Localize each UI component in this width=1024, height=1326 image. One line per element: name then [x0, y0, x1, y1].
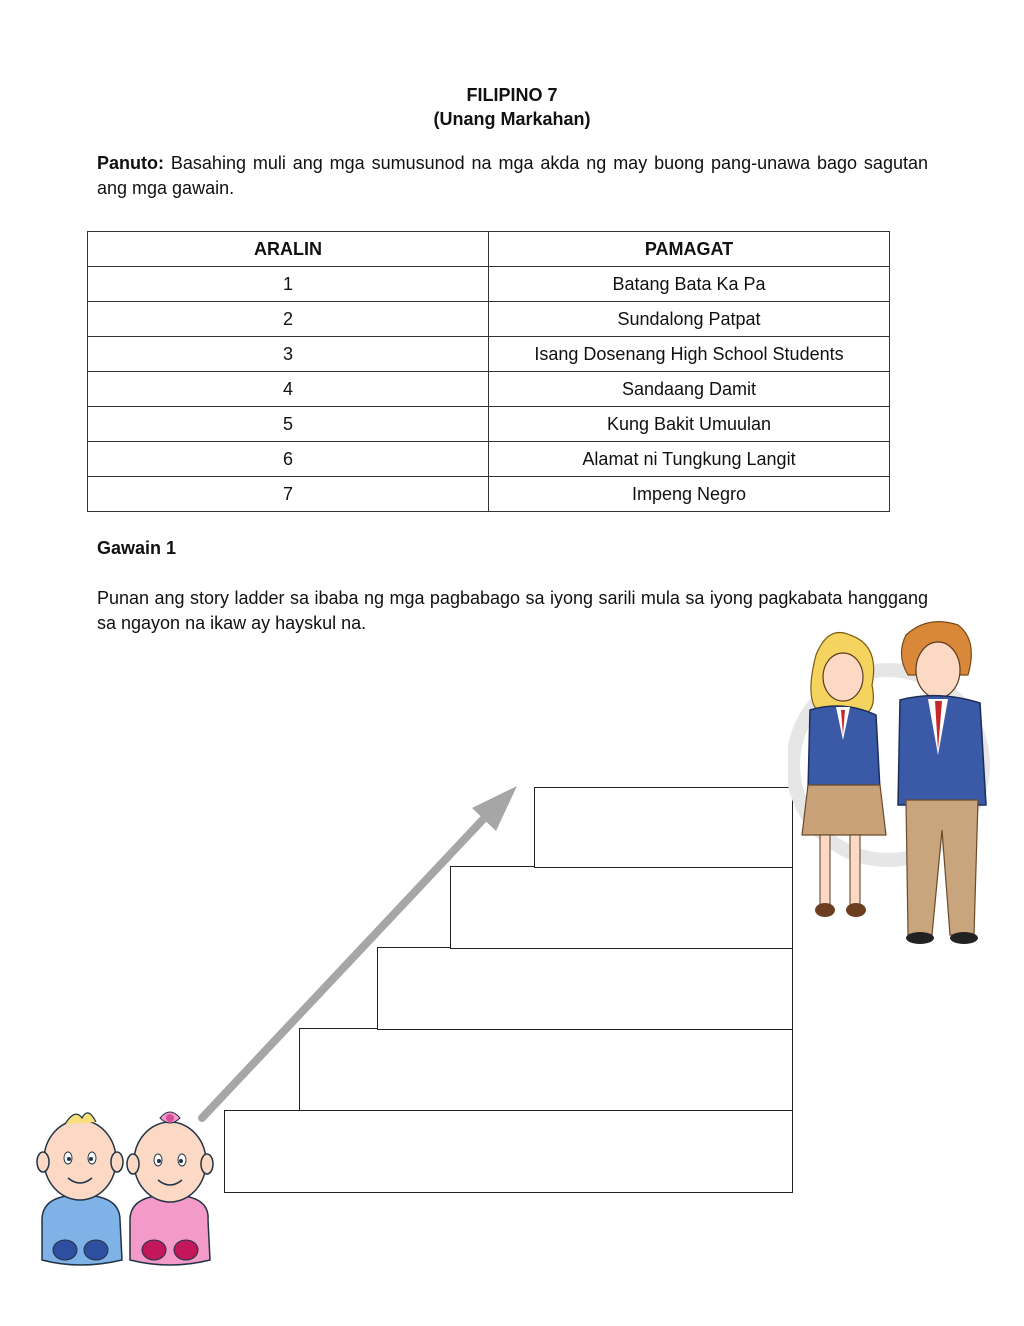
- instructions-text: Basahing muli ang mga sumusunod na mga akda ng may buong pang-unawa bago sagutan ang mga gawain.: [97, 153, 928, 198]
- document-title: FILIPINO 7: [466, 85, 558, 105]
- lesson-number: 7: [88, 477, 489, 512]
- lesson-title: Sundalong Patpat: [489, 302, 890, 337]
- table-row: [88, 372, 890, 407]
- lesson-number: 1: [88, 267, 489, 302]
- lesson-number: 5: [88, 407, 489, 442]
- baby-boy-icon: [37, 1113, 123, 1265]
- activity-instructions: Punan ang story ladder sa ibaba ng mga pagbabago sa iyong sarili mula sa iyong pagkabata hanggang sa ngayon na ikaw ay hayskul na.: [97, 588, 928, 633]
- baby-girl-icon: [127, 1112, 213, 1265]
- lesson-title: Sandaang Damit: [489, 372, 890, 407]
- table-row: [88, 267, 890, 302]
- growth-arrow-icon: [190, 780, 530, 1130]
- ladder-step-5[interactable]: [534, 787, 793, 868]
- babies-illustration-icon: [30, 1100, 220, 1270]
- lessons-table: [87, 231, 890, 512]
- boy-student-icon: [898, 622, 986, 944]
- table-row: [88, 442, 890, 477]
- table-row: [88, 477, 890, 512]
- table-row: [88, 302, 890, 337]
- lesson-title: Impeng Negro: [489, 477, 890, 512]
- instructions-label: Panuto:: [97, 153, 164, 173]
- header-aralin: ARALIN: [88, 232, 489, 267]
- girl-student-icon: [802, 633, 886, 918]
- lesson-number: 4: [88, 372, 489, 407]
- activity-heading: Gawain 1: [97, 538, 177, 558]
- students-illustration-icon: [788, 615, 993, 950]
- lesson-title: Kung Bakit Umuulan: [489, 407, 890, 442]
- table-header-row: [88, 232, 890, 267]
- header-pamagat: PAMAGAT: [489, 232, 890, 267]
- lesson-number: 2: [88, 302, 489, 337]
- lesson-number: 3: [88, 337, 489, 372]
- lesson-title: Alamat ni Tungkung Langit: [489, 442, 890, 477]
- table-row: [88, 407, 890, 442]
- lesson-title: Isang Dosenang High School Students: [489, 337, 890, 372]
- lesson-title: Batang Bata Ka Pa: [489, 267, 890, 302]
- table-row: [88, 337, 890, 372]
- lesson-number: 6: [88, 442, 489, 477]
- document-subtitle: (Unang Markahan): [433, 109, 591, 129]
- instructions-paragraph: [97, 151, 928, 201]
